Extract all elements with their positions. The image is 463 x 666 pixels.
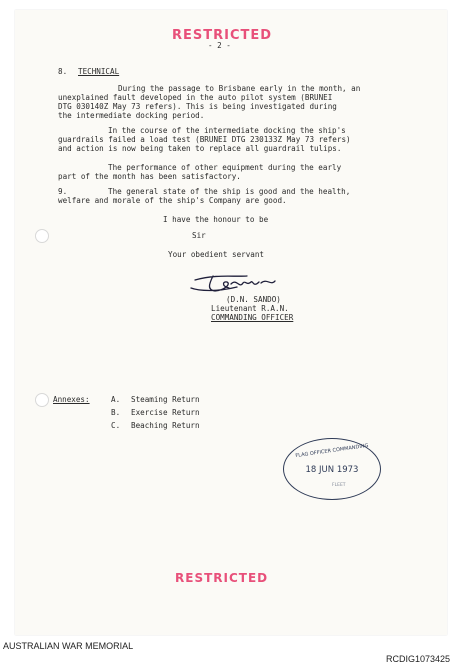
annex-b-letter: B.: [111, 408, 121, 417]
closing-honour: I have the honour to be: [163, 215, 269, 224]
technical-p3-line1: The performance of other equipment during the early: [108, 163, 342, 172]
archive-record-id: RCDIG1073425: [386, 654, 451, 664]
annex-b-name: Exercise Return: [131, 408, 200, 417]
document-page: [15, 10, 447, 635]
technical-p1-line4: the intermediate docking period.: [58, 111, 205, 120]
general-line2: welfare and morale of the ship's Company are good.: [58, 196, 287, 205]
section-9-number: 9.: [58, 187, 68, 196]
technical-p2-line1: In the course of the intermediate docking the ship's: [108, 126, 346, 135]
archive-institution: AUSTRALIAN WAR MEMORIAL: [3, 641, 134, 651]
closing-salutation: Sir: [192, 231, 206, 240]
signatory-name: (D.N. SANDO): [226, 295, 281, 304]
annex-a-name: Steaming Return: [131, 395, 200, 404]
closing-servant: Your obedient servant: [168, 250, 265, 259]
section-8-number: 8.: [58, 67, 68, 76]
technical-p2-line3: and action is now being taken to replace all guardrail tulips.: [58, 144, 342, 153]
signatory-rank: Lieutenant R.A.N.: [211, 304, 289, 313]
classification-stamp-bottom: RESTRICTED: [175, 571, 269, 585]
technical-p1-line3: DTG 030140Z May 73 refers). This is being investigated during: [58, 102, 337, 111]
technical-p1-line1: During the passage to Brisbane early in the month, an: [118, 84, 361, 93]
classification-stamp-top: RESTRICTED: [172, 28, 273, 43]
punch-hole-bottom: [35, 393, 49, 407]
annexes-label: Annexes:: [53, 395, 90, 404]
punch-hole-top: [35, 229, 49, 243]
general-line1: The general state of the ship is good and the health,: [108, 187, 351, 196]
annex-c-letter: C.: [111, 421, 121, 430]
technical-p1-line2: unexplained fault developed in the auto pilot system (BRUNEI: [58, 93, 333, 102]
annex-a-letter: A.: [111, 395, 121, 404]
handwritten-signature: [187, 270, 293, 296]
technical-p2-line2: guardrails failed a load test (BRUNEI DTG 230133Z May 73 refers): [58, 135, 351, 144]
annex-c-name: Beaching Return: [131, 421, 200, 430]
received-stamp: [283, 438, 381, 500]
page-number: - 2 -: [208, 41, 231, 50]
section-8-heading: TECHNICAL: [78, 67, 120, 76]
received-stamp-date: 18 JUN 1973: [305, 465, 359, 475]
received-stamp-top-text: FLAG OFFICER COMMANDING: [295, 442, 369, 460]
signatory-title: COMMANDING OFFICER: [211, 313, 294, 322]
received-stamp-bottom-text: FLEET: [332, 483, 346, 488]
technical-p3-line2: part of the month has been satisfactory.: [58, 172, 241, 181]
